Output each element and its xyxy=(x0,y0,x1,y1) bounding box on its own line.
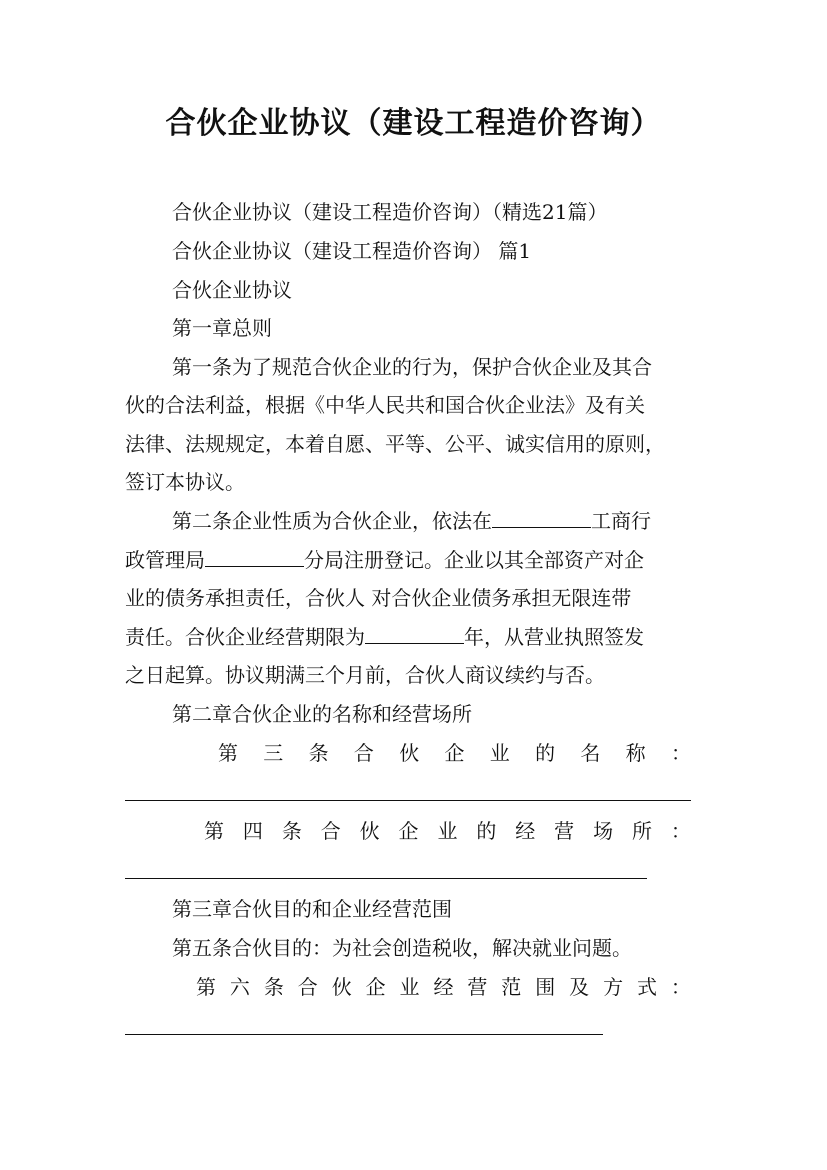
article-1-line-4: 签订本协议。 xyxy=(125,470,245,494)
section-heading: 合伙企业协议（建设工程造价咨询） 篇1 xyxy=(172,239,532,263)
article-3-fill-line xyxy=(125,800,691,801)
article-1-line-1: 第一条为了规范合伙企业的行为，保护合伙企业及其合 xyxy=(172,355,652,379)
article-2-line-5: 之日起算。协议期满三个月前，合伙人商议续约与否。 xyxy=(125,663,605,687)
article-2-line-2: 政管理局 分局注册登记。企业以其全部资产对企 xyxy=(125,548,644,572)
document-title: 合伙企业协议（建设工程造价咨询） xyxy=(165,106,662,141)
article-4-line: 第 四 条 合 伙 企 业 的 经 营 场 所 ： xyxy=(204,819,691,843)
blank-field xyxy=(492,507,591,528)
agreement-heading: 合伙企业协议 xyxy=(172,278,292,302)
chapter-3-heading: 第三章合伙目的和企业经营范围 xyxy=(172,897,452,921)
article-1-line-3: 法律、法规规定，本着自愿、平等、公平、诚实信用的原则， xyxy=(125,432,665,456)
article-4-fill-line xyxy=(125,878,647,879)
article-1-line-2: 伙的合法利益，根据《中华人民共和国合伙企业法》及有关 xyxy=(125,393,645,417)
chapter-2-heading: 第二章合伙企业的名称和经营场所 xyxy=(172,702,472,726)
article-3-line: 第 三 条 合 伙 企 业 的 名 称 ： xyxy=(218,741,691,765)
article-5-line: 第五条合伙目的：为社会创造税收，解决就业问题。 xyxy=(172,936,632,960)
blank-field xyxy=(205,546,304,567)
article-6-line: 第 六 条 合 伙 企 业 经 营 范 围 及 方 式 ： xyxy=(196,975,691,999)
article-2-line-3: 业的债务承担责任，合伙人 对合伙企业债务承担无限连带 xyxy=(125,586,632,610)
blank-field xyxy=(365,623,464,644)
article-2-line-4: 责任。合伙企业经营期限为 年，从营业执照签发 xyxy=(125,625,644,649)
subtitle-line: 合伙企业协议（建设工程造价咨询）（精选21篇） xyxy=(172,200,608,224)
article-2-line-1: 第二条企业性质为合伙企业，依法在 工商行 xyxy=(172,509,651,533)
article-6-fill-line xyxy=(125,1034,603,1035)
chapter-1-heading: 第一章总则 xyxy=(172,316,272,340)
